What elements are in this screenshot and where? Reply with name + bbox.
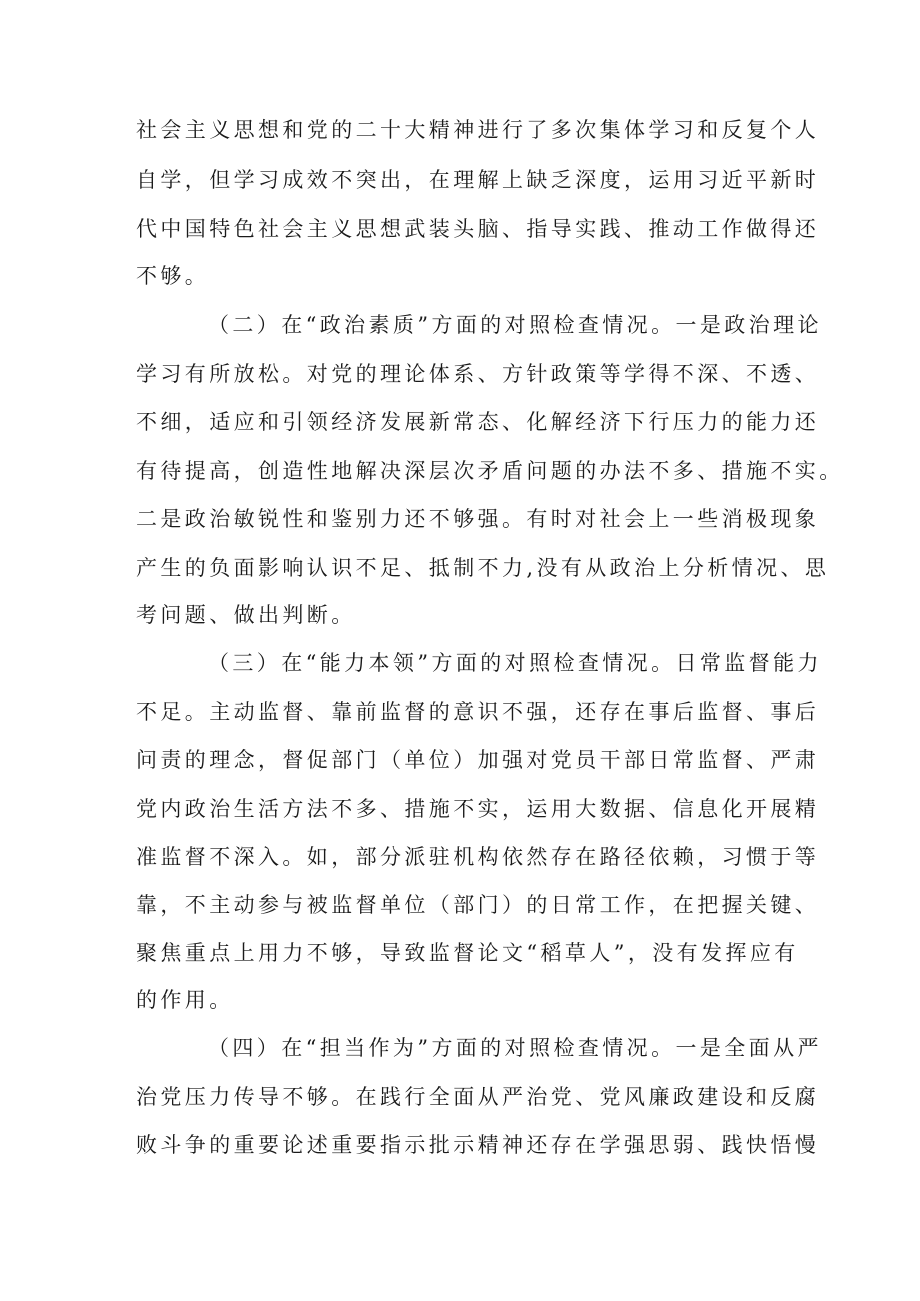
text-line: 靠，不主动参与被监督单位（部门）的日常工作，在把握关键、 (136, 893, 820, 917)
text-line: 社会主义思想和党的二十大精神进行了多次集体学习和反复个人 (136, 118, 820, 142)
text-line: 代中国特色社会主义思想武装头脑、指导实践、推动工作做得还 (136, 217, 820, 241)
text-line: 产生的负面影响认识不足、抵制不力,没有从政治上分析情况、思 (136, 556, 830, 580)
text-line: 的作用。 (136, 988, 234, 1012)
text-line: 不足。主动监督、靠前监督的意识不强，还存在事后监督、事后 (136, 700, 820, 724)
text-line: 不够。 (136, 264, 210, 288)
text-line: 学习有所放松。对党的理论体系、方针政策等学得不深、不透、 (136, 362, 820, 386)
text-line: 准监督不深入。如，部分派驻机构依然存在路径依赖，习惯于等 (136, 845, 820, 869)
text-line: 不细，适应和引领经济发展新常态、化解经济下行压力的能力还 (136, 410, 820, 434)
text-line: （二）在“政治素质”方面的对照检查情况。一是政治理论 (208, 313, 822, 337)
text-line: （四）在“担当作为”方面的对照检查情况。一是全面从严 (208, 1036, 822, 1060)
text-line: 有待提高，创造性地解决深层次矛盾问题的办法不多、措施不实。 (136, 459, 844, 483)
text-line: 聚焦重点上用力不够，导致监督论文“稻草人”，没有发挥应有 (136, 941, 799, 965)
text-line: 自学，但学习成效不突出，在理解上缺乏深度，运用习近平新时 (136, 168, 820, 192)
text-line: 败斗争的重要论述重要指示批示精神还存在学强思弱、践快悟慢 (136, 1133, 820, 1157)
text-line: 考问题、做出判断。 (136, 603, 356, 627)
text-line: 问责的理念，督促部门（单位）加强对党员干部日常监督、严肃 (136, 748, 820, 772)
text-line: 党内政治生活方法不多、措施不实，运用大数据、信息化开展精 (136, 797, 820, 821)
text-line: （三）在“能力本领”方面的对照检查情况。日常监督能力 (208, 651, 822, 675)
text-line: 二是政治敏锐性和鉴别力还不够强。有时对社会上一些消极现象 (136, 507, 820, 531)
text-line: 治党压力传导不够。在践行全面从严治党、党风廉政建设和反腐 (136, 1085, 820, 1109)
